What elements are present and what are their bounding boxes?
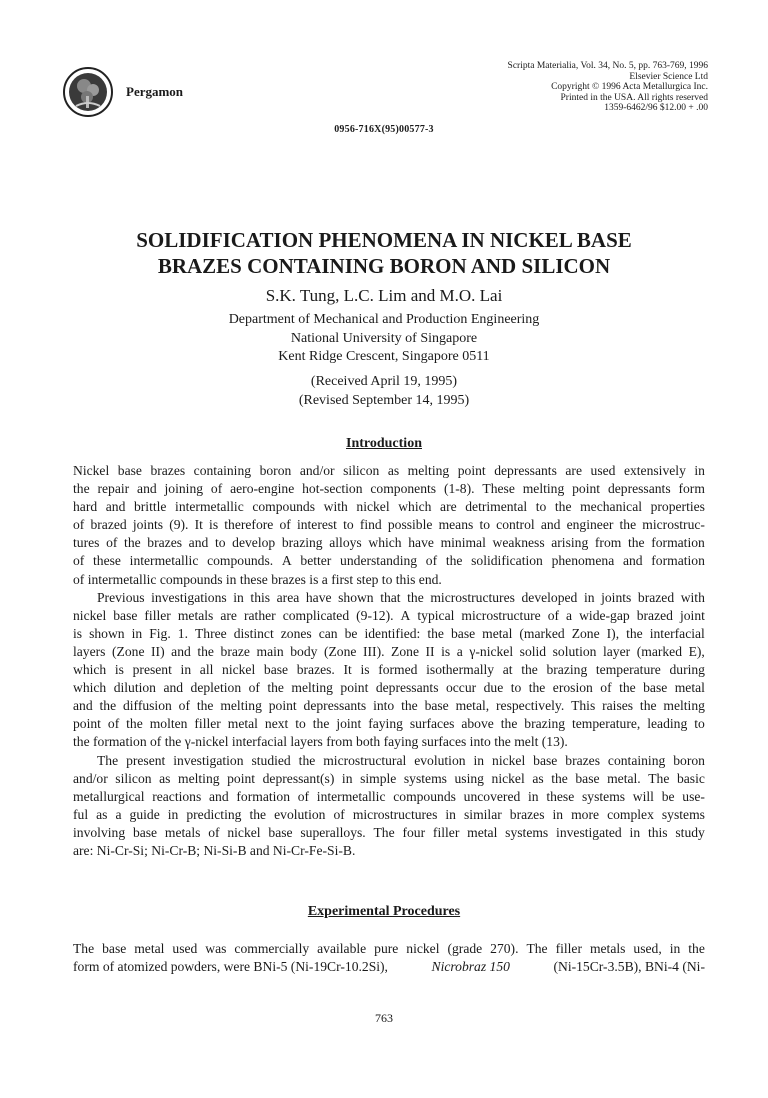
text-line: nickel base filler metals are rather complicated (9-12). A typical microstructure of a wide-gap brazed joint — [73, 607, 705, 623]
journal-line: Copyright © 1996 Acta Metallurgica Inc. — [551, 82, 708, 93]
affiliation-line: National University of Singapore — [290, 330, 478, 346]
text-line: of these intermetallic compounds. A better understanding of the solidification phenomena and formation — [73, 553, 705, 569]
article-dates — [0, 373, 768, 410]
text-line: tures of the brazes and to develop brazing alloys which have minimal weakness arising from the formation — [73, 535, 705, 551]
received-date: (Received April 19, 1995) — [310, 374, 458, 389]
author-affiliation — [0, 311, 768, 367]
introduction-body — [73, 462, 705, 860]
text-line: which is present in all nickel base brazes. It is formed isothermally at the brazing temperature during — [73, 662, 705, 678]
italic-alloy-name: Nicrobraz 150 — [431, 959, 510, 975]
journal-line: Printed in the USA. All rights reserved — [560, 92, 708, 103]
journal-line: Scripta Materialia, Vol. 34, No. 5, pp. 763-769, 1996 — [507, 61, 708, 71]
text-segment: form of atomized powders, were BNi-5 (Ni-19Cr-10.2Si), — [73, 959, 388, 975]
affiliation-line: Department of Mechanical and Production Engineering — [228, 312, 540, 327]
text-line — [73, 958, 705, 976]
text-line: is shown in Fig. 1. Three distinct zones can be identified: the base metal (marked Zone I), the interfacial — [73, 625, 705, 641]
text-line: the repair and joining of aero-engine hot-section components (1-8). These melting point depressants form — [73, 481, 705, 497]
experimental-heading: Experimental Procedures — [307, 904, 461, 919]
text-line: hard and brittle intermetallic compounds with nickel which are detrimental to the mechanical properties — [73, 499, 705, 515]
text-segment: (Ni-15Cr-3.5B), BNi-4 (Ni- — [553, 959, 705, 975]
experimental-body — [73, 940, 705, 976]
revised-date: (Revised September 14, 1995) — [298, 392, 470, 408]
journal-line: 1359-6462/96 $12.00 + .00 — [604, 103, 708, 114]
title-line: BRAZES CONTAINING BORON AND SILICON — [157, 254, 611, 278]
elsevier-tree-seal-icon — [62, 66, 114, 118]
journal-citation-block — [408, 61, 708, 114]
article-title — [0, 227, 768, 279]
article-authors: S.K. Tung, L.C. Lim and M.O. Lai — [265, 286, 503, 305]
text-line: The base metal used was commercially available pure nickel (grade 270). The filler metals used, in the — [73, 941, 705, 956]
article-doi: 0956-716X(95)00577-3 — [334, 124, 434, 135]
introduction-heading: Introduction — [346, 436, 422, 451]
journal-line: Elsevier Science Ltd — [629, 71, 708, 82]
text-line: ful as a guide in predicting the evolution of microstructures in similar brazes in more complex systems — [73, 806, 705, 822]
title-line: SOLIDIFICATION PHENOMENA IN NICKEL BASE — [136, 228, 632, 252]
text-line: of intermetallic compounds in these brazes is a first step to this end. — [73, 571, 442, 587]
text-line: and/or silicon as melting point depressant(s) in simple systems using nickel as the base metal. The basic — [73, 770, 705, 786]
text-line: metallurgical reactions and formation of intermetallic compounds uncovered in these systems will be use- — [73, 788, 705, 804]
publisher-name: Pergamon — [126, 84, 184, 99]
text-line: are: Ni-Cr-Si; Ni-Cr-B; Ni-Si-B and Ni-Cr-Fe-Si-B. — [73, 842, 356, 858]
text-line: Previous investigations in this area have shown that the microstructures developed in joints brazed with — [97, 589, 705, 605]
text-line: Nickel base brazes containing boron and/or silicon as melting point depressants are used extensively in — [73, 463, 705, 478]
publisher-logo — [62, 66, 114, 118]
text-line: involving base metals of nickel base superalloys. The four filler metal systems investigated in this study — [73, 824, 705, 840]
text-line: and the diffusion of the melting point depressants into the base metal, respectively. This raises the melting — [73, 698, 705, 714]
text-line: layers (Zone II) and the braze main body (Zone III). Zone II is a γ-nickel solid solution layer (marked E), — [73, 643, 705, 659]
text-line: point of the molten filler metal next to the joint faying surfaces above the brazing temperature, leading to — [73, 716, 705, 732]
text-line: which dilution and depletion of the melting point depressants occur due to the erosion of the base metal — [73, 680, 705, 696]
affiliation-line: Kent Ridge Crescent, Singapore 0511 — [278, 349, 490, 364]
text-line: of brazed joints (9). It is therefore of interest to find possible means to control and engineer the microstruc- — [73, 517, 705, 533]
text-line: the formation of the γ-nickel interfacial layers from both faying surfaces into the melt (13). — [73, 734, 568, 750]
text-line: The present investigation studied the microstructural evolution in nickel base brazes containing boron — [97, 752, 705, 768]
page-number: 763 — [375, 1011, 393, 1025]
